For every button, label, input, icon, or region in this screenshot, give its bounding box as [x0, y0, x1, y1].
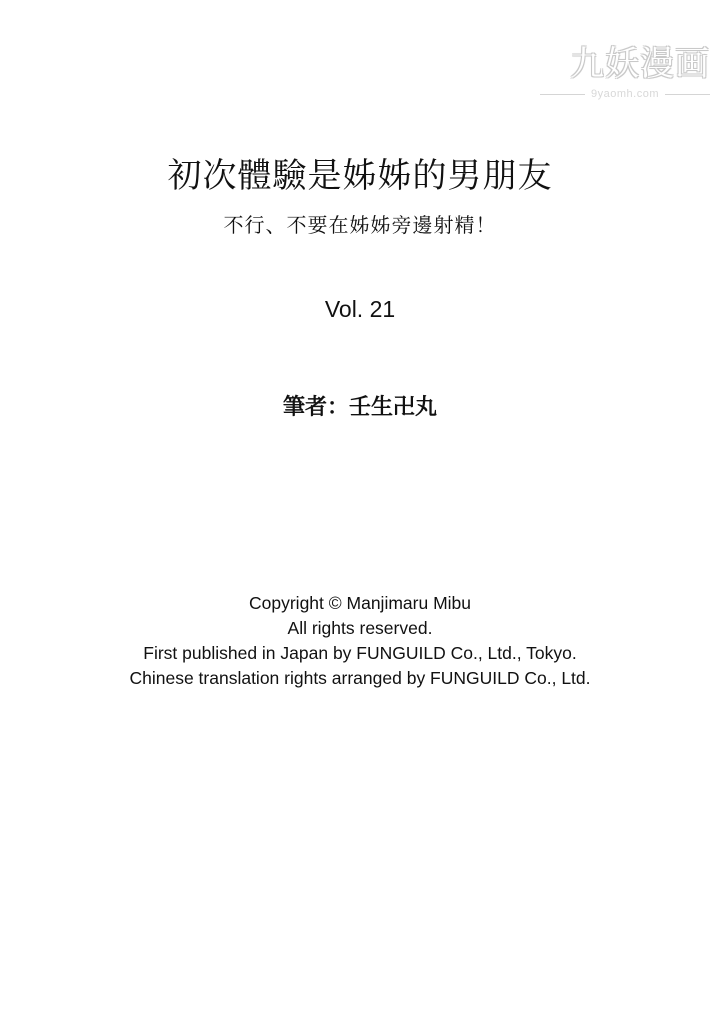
rights-line: All rights reserved.: [287, 618, 433, 638]
author-credit: 筆者：壬生卍丸: [282, 395, 437, 420]
watermark-url-row: [540, 86, 710, 102]
publication-line: First published in Japan by FUNGUILD Co., Ltd., Tokyo.: [143, 643, 577, 663]
site-watermark: [540, 44, 710, 112]
book-title: 初次體驗是姊姊的男朋友: [167, 156, 553, 196]
watermark-url: 9yaomh.com: [591, 88, 659, 100]
translation-rights-line: Chinese translation rights arranged by FUNGUILD Co., Ltd.: [129, 668, 591, 688]
copyright-line: Copyright © Manjimaru Mibu: [249, 593, 471, 613]
watermark-divider-right: [665, 94, 710, 95]
watermark-divider-left: [540, 94, 585, 95]
copyright-block: [0, 591, 720, 691]
watermark-logo: 九妖漫画: [570, 44, 710, 84]
volume-number: Vol. 21: [324, 296, 396, 322]
book-subtitle: 不行、不要在姊姊旁邊射精！: [223, 213, 497, 237]
